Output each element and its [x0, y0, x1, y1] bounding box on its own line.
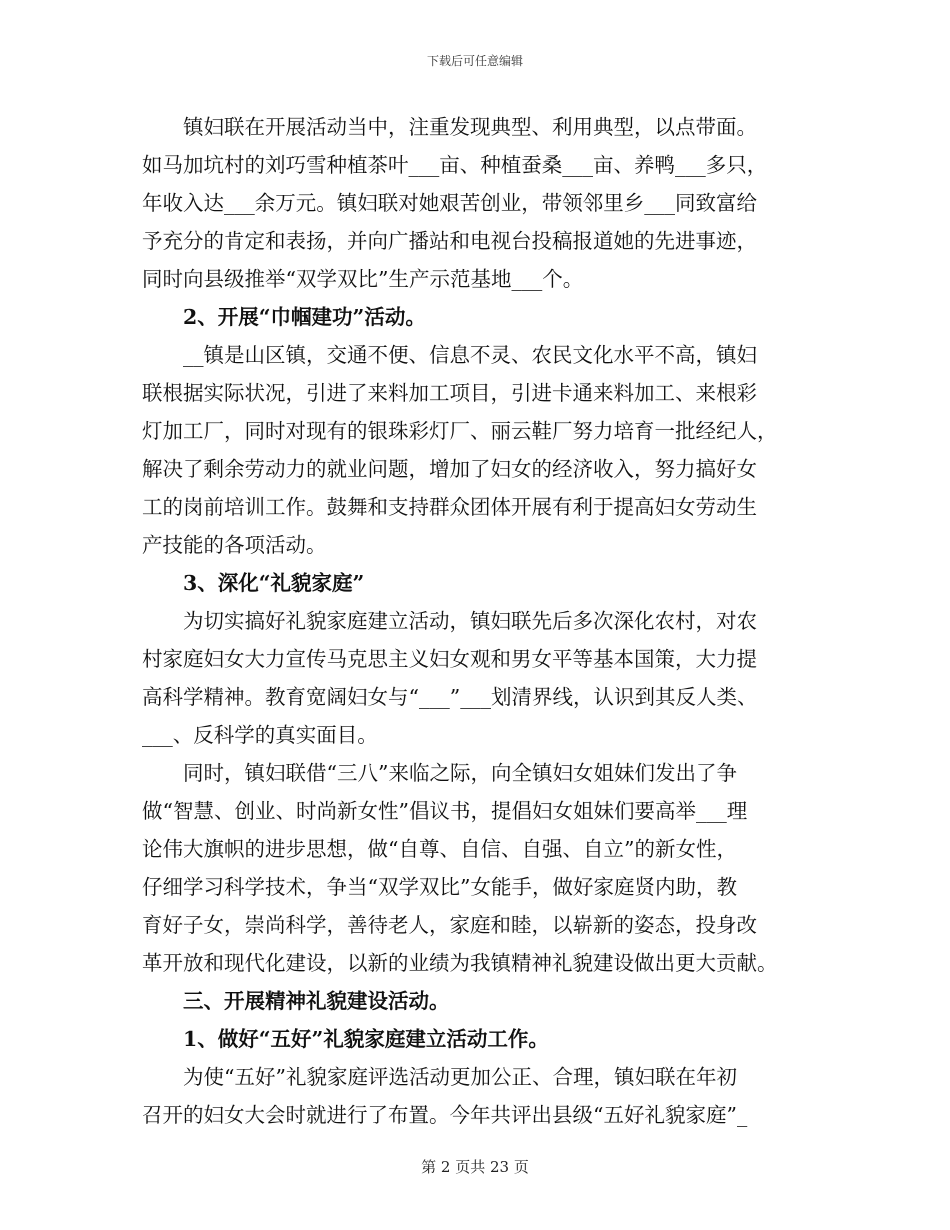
text-line: 高科学精神。教育宽阔妇女与“___”___划清界线，认识到其反人类、	[142, 685, 758, 709]
section-heading: 1、做好“五好”礼貌家庭建立活动工作。	[142, 1027, 549, 1051]
text-line: 村家庭妇女大力宣传马克思主义妇女观和男女平等基本国策，大力提	[142, 647, 757, 671]
document-body	[142, 108, 808, 1134]
text-line: 灯加工厂，同时对现有的银珠彩灯厂、丽云鞋厂努力培育一批经纪人，	[142, 419, 778, 443]
text-line: 仔细学习科学技术，争当“双学双比”女能手，做好家庭贤内助，教	[142, 875, 737, 899]
page-footer: 第 2 页共 23 页	[421, 1158, 529, 1176]
text-line: 如马加坑村的刘巧雪种植茶叶___亩、种植蚕桑___亩、养鸭___多只，	[142, 153, 768, 177]
text-line: 育好子女，崇尚科学，善待老人，家庭和睦，以崭新的姿态，投身改	[142, 913, 757, 937]
text-line: 为使“五好”礼貌家庭评选活动更加公正、合理，镇妇联在年初	[142, 1065, 737, 1089]
section-heading: 3、深化“礼貌家庭”	[142, 571, 365, 595]
text-line: 做“智慧、创业、时尚新女性”倡议书，提倡妇女姐妹们要高举___理	[142, 799, 748, 823]
text-line: __镇是山区镇，交通不便、信息不灵、农民文化水平不高，镇妇	[142, 343, 757, 367]
text-line: 召开的妇女大会时就进行了布置。今年共评出县级“五好礼貌家庭”_	[142, 1103, 748, 1127]
section-heading: 三、开展精神礼貌建设活动。	[142, 989, 450, 1013]
text-line: 为切实搞好礼貌家庭建立活动，镇妇联先后多次深化农村，对农	[142, 609, 757, 633]
page-header: 下载后可任意编辑	[426, 54, 523, 68]
text-line: 镇妇联在开展活动当中，注重发现典型、利用典型，以点带面。	[142, 115, 757, 139]
text-line: 工的岗前培训工作。鼓舞和支持群众团体开展有利于提高妇女劳动生	[142, 495, 757, 519]
text-line: 革开放和现代化建设，以新的业绩为我镇精神礼貌建设做出更大贡献。	[142, 951, 778, 975]
text-line: 论伟大旗帜的进步思想，做“自尊、自信、自强、自立”的新女性，	[142, 837, 737, 861]
text-line: 解决了剩余劳动力的就业问题，增加了妇女的经济收入，努力搞好女	[142, 457, 757, 481]
text-line: 同时，镇妇联借“三八”来临之际，向全镇妇女姐妹们发出了争	[142, 761, 737, 785]
text-line: 同时向县级推举“双学双比”生产示范基地___个。	[142, 267, 584, 291]
text-line: 年收入达___余万元。镇妇联对她艰苦创业，带领邻里乡___同致富给	[142, 191, 757, 215]
text-line: 产技能的各项活动。	[142, 533, 327, 557]
text-line: 予充分的肯定和表扬，并向广播站和电视台投稿报道她的先进事迹，	[142, 229, 757, 253]
text-line: ___、反科学的真实面目。	[142, 723, 378, 747]
section-heading: 2、开展“巾帼建功”活动。	[142, 305, 426, 329]
text-line: 联根据实际状况，引进了来料加工项目，引进卡通来料加工、来根彩	[142, 381, 757, 405]
